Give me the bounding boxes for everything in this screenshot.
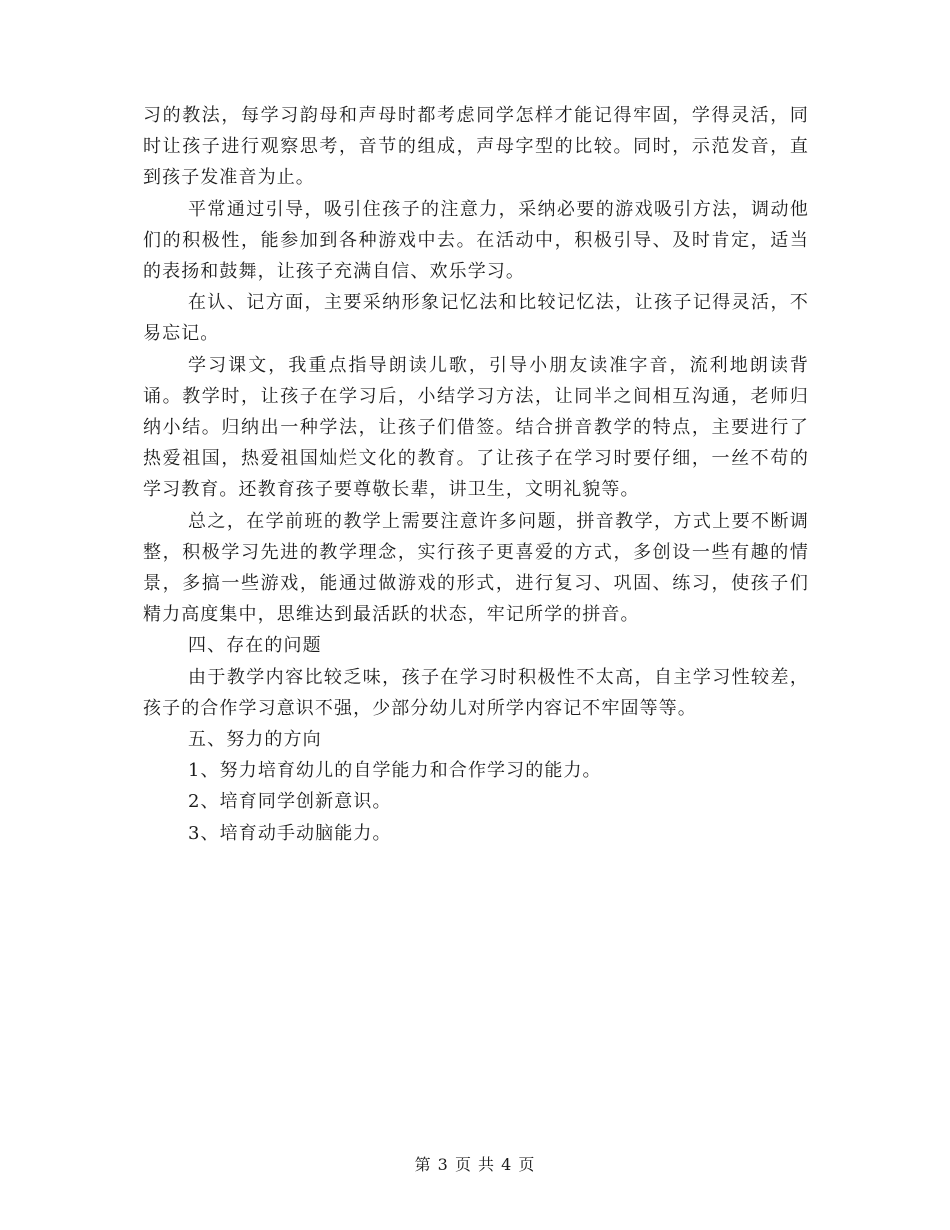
section-heading-problems: 四、存在的问题	[188, 635, 322, 657]
list-item: 1、努力培育幼儿的自学能力和合作学习的能力。	[188, 760, 602, 782]
paragraph-summary: 总之，在学前班的教学上需要注意许多问题，拼音教学，方式上要不断调整，积极学习先进的教学理念，实行孩子更喜爱的方式，多创设一些有趣的情景，多搞一些游戏，能通过做游戏的形式，进行复习、巩固、练习，使孩子们精力高度集中，思维达到最活跃的状态，牢记所学的拼音。	[143, 510, 809, 626]
list-item: 2、培育同学创新意识。	[188, 791, 392, 813]
paragraph-memory-methods: 在认、记方面，主要采纳形象记忆法和比较记忆法，让孩子记得灵活，不易忘记。	[143, 292, 809, 345]
paragraph-problems: 由于教学内容比较乏味，孩子在学习时积极性不太高，自主学习性较差，孩子的合作学习意识不强，少部分幼儿对所学内容记不牢固等等。	[143, 666, 809, 719]
page-number-footer: 第 3 页 共 4 页	[414, 1155, 536, 1174]
section-heading-direction: 五、努力的方向	[188, 729, 322, 751]
paragraph-guidance: 平常通过引导，吸引住孩子的注意力，采纳必要的游戏吸引方法，调动他们的积极性，能参加到各种游戏中去。在活动中，积极引导、及时肯定，适当的表扬和鼓舞，让孩子充满自信、欢乐学习。	[143, 198, 809, 283]
document-body	[143, 100, 809, 849]
list-item: 3、培育动手动脑能力。	[188, 822, 392, 844]
paragraph-text-study: 学习课文，我重点指导朗读儿歌，引导小朋友读准字音，流利地朗读背诵。教学时，让孩子在学习后，小结学习方法，让同半之间相互沟通，老师归纳小结。归纳出一种学法，让孩子们借签。结合拼音教学的特点，主要进行了热爱祖国，热爱祖国灿烂文化的教育。了让孩子在学习时要仔细，一丝不苟的学习教育。还教育孩子要尊敬长辈，讲卫生，文明礼貌等。	[143, 354, 809, 501]
paragraph-continuation: 习的教法，每学习韵母和声母时都考虑同学怎样才能记得牢固，学得灵活，同时让孩子进行观察思考，音节的组成，声母字型的比较。同时，示范发音，直到孩子发准音为止。	[143, 105, 809, 189]
